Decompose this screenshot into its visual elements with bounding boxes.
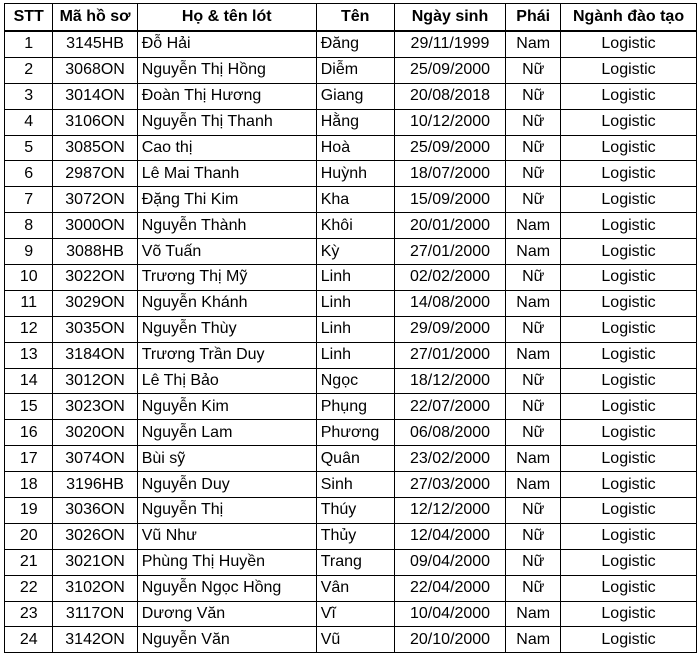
- cell-ngay-sinh: 22/04/2000: [394, 575, 506, 601]
- cell-stt: 18: [5, 472, 53, 498]
- cell-nganh-dao-tao: Logistic: [561, 187, 697, 213]
- cell-nganh-dao-tao: Logistic: [561, 31, 697, 57]
- cell-ten: Thủy: [316, 523, 394, 549]
- table-row: [5, 549, 697, 575]
- table-row: [5, 265, 697, 291]
- header-row: [5, 4, 697, 32]
- cell-ngay-sinh: 23/02/2000: [394, 446, 506, 472]
- table-row: [5, 161, 697, 187]
- cell-ten: Khôi: [316, 213, 394, 239]
- cell-phai: Nam: [506, 472, 561, 498]
- cell-ma-ho-so: 3029ON: [53, 290, 137, 316]
- cell-ngay-sinh: 02/02/2000: [394, 265, 506, 291]
- cell-ma-ho-so: 3068ON: [53, 57, 137, 83]
- cell-stt: 4: [5, 109, 53, 135]
- cell-ho-ten-lot: Cao thị: [137, 135, 316, 161]
- cell-nganh-dao-tao: Logistic: [561, 627, 697, 653]
- cell-ma-ho-so: 3014ON: [53, 83, 137, 109]
- cell-phai: Nữ: [506, 135, 561, 161]
- cell-ngay-sinh: 27/01/2000: [394, 239, 506, 265]
- cell-ngay-sinh: 29/11/1999: [394, 31, 506, 57]
- cell-ho-ten-lot: Nguyễn Duy: [137, 472, 316, 498]
- header-ten: Tên: [316, 4, 394, 32]
- cell-phai: Nữ: [506, 316, 561, 342]
- cell-stt: 11: [5, 290, 53, 316]
- cell-phai: Nam: [506, 290, 561, 316]
- cell-ma-ho-so: 3022ON: [53, 265, 137, 291]
- cell-phai: Nam: [506, 213, 561, 239]
- cell-ma-ho-so: 3035ON: [53, 316, 137, 342]
- cell-phai: Nữ: [506, 523, 561, 549]
- cell-phai: Nam: [506, 627, 561, 653]
- table-row: [5, 83, 697, 109]
- cell-ten: Trang: [316, 549, 394, 575]
- cell-nganh-dao-tao: Logistic: [561, 420, 697, 446]
- cell-ten: Kha: [316, 187, 394, 213]
- cell-ho-ten-lot: Trương Trần Duy: [137, 342, 316, 368]
- cell-stt: 13: [5, 342, 53, 368]
- cell-ma-ho-so: 3036ON: [53, 498, 137, 524]
- table-header: [5, 4, 697, 32]
- cell-ten: Linh: [316, 265, 394, 291]
- cell-stt: 21: [5, 549, 53, 575]
- cell-stt: 2: [5, 57, 53, 83]
- cell-nganh-dao-tao: Logistic: [561, 213, 697, 239]
- cell-phai: Nữ: [506, 57, 561, 83]
- cell-ngay-sinh: 18/07/2000: [394, 161, 506, 187]
- cell-ten: Phương: [316, 420, 394, 446]
- cell-ho-ten-lot: Vũ Như: [137, 523, 316, 549]
- cell-ngay-sinh: 12/12/2000: [394, 498, 506, 524]
- cell-ho-ten-lot: Bùi sỹ: [137, 446, 316, 472]
- cell-ngay-sinh: 18/12/2000: [394, 368, 506, 394]
- cell-ngay-sinh: 29/09/2000: [394, 316, 506, 342]
- cell-stt: 6: [5, 161, 53, 187]
- cell-nganh-dao-tao: Logistic: [561, 601, 697, 627]
- header-ma-ho-so: Mã hồ sơ: [53, 4, 137, 32]
- cell-nganh-dao-tao: Logistic: [561, 316, 697, 342]
- cell-ho-ten-lot: Nguyễn Thùy: [137, 316, 316, 342]
- cell-ten: Vĩ: [316, 601, 394, 627]
- header-nganh-dao-tao: Ngành đào tạo: [561, 4, 697, 32]
- cell-phai: Nữ: [506, 575, 561, 601]
- cell-phai: Nữ: [506, 83, 561, 109]
- cell-nganh-dao-tao: Logistic: [561, 394, 697, 420]
- cell-ho-ten-lot: Nguyễn Kim: [137, 394, 316, 420]
- cell-ho-ten-lot: Dương Văn: [137, 601, 316, 627]
- cell-stt: 14: [5, 368, 53, 394]
- cell-ten: Quân: [316, 446, 394, 472]
- cell-phai: Nữ: [506, 265, 561, 291]
- cell-ngay-sinh: 25/09/2000: [394, 57, 506, 83]
- table-row: [5, 316, 697, 342]
- cell-ma-ho-so: 3184ON: [53, 342, 137, 368]
- cell-ma-ho-so: 3000ON: [53, 213, 137, 239]
- cell-stt: 3: [5, 83, 53, 109]
- table-row: [5, 420, 697, 446]
- cell-ngay-sinh: 25/09/2000: [394, 135, 506, 161]
- cell-nganh-dao-tao: Logistic: [561, 498, 697, 524]
- cell-ten: Đăng: [316, 31, 394, 57]
- cell-ma-ho-so: 3074ON: [53, 446, 137, 472]
- cell-ten: Diễm: [316, 57, 394, 83]
- table-row: [5, 498, 697, 524]
- header-phai: Phái: [506, 4, 561, 32]
- cell-ngay-sinh: 15/09/2000: [394, 187, 506, 213]
- table-row: [5, 135, 697, 161]
- cell-phai: Nữ: [506, 394, 561, 420]
- cell-ten: Linh: [316, 290, 394, 316]
- table-row: [5, 472, 697, 498]
- cell-stt: 22: [5, 575, 53, 601]
- cell-ngay-sinh: 27/01/2000: [394, 342, 506, 368]
- cell-ho-ten-lot: Lê Thị Bảo: [137, 368, 316, 394]
- cell-nganh-dao-tao: Logistic: [561, 109, 697, 135]
- cell-ma-ho-so: 3023ON: [53, 394, 137, 420]
- cell-stt: 17: [5, 446, 53, 472]
- cell-ho-ten-lot: Trương Thị Mỹ: [137, 265, 316, 291]
- cell-ten: Linh: [316, 342, 394, 368]
- cell-ho-ten-lot: Lê Mai Thanh: [137, 161, 316, 187]
- cell-ma-ho-so: 3145HB: [53, 31, 137, 57]
- cell-nganh-dao-tao: Logistic: [561, 161, 697, 187]
- cell-ten: Vũ: [316, 627, 394, 653]
- cell-ngay-sinh: 10/12/2000: [394, 109, 506, 135]
- cell-ho-ten-lot: Nguyễn Ngọc Hồng: [137, 575, 316, 601]
- cell-nganh-dao-tao: Logistic: [561, 342, 697, 368]
- cell-ngay-sinh: 12/04/2000: [394, 523, 506, 549]
- cell-nganh-dao-tao: Logistic: [561, 83, 697, 109]
- cell-stt: 7: [5, 187, 53, 213]
- cell-ho-ten-lot: Nguyễn Khánh: [137, 290, 316, 316]
- cell-ngay-sinh: 06/08/2000: [394, 420, 506, 446]
- cell-ngay-sinh: 09/04/2000: [394, 549, 506, 575]
- cell-ma-ho-so: 3020ON: [53, 420, 137, 446]
- cell-ho-ten-lot: Nguyễn Thị Hồng: [137, 57, 316, 83]
- cell-ma-ho-so: 3085ON: [53, 135, 137, 161]
- cell-nganh-dao-tao: Logistic: [561, 575, 697, 601]
- cell-phai: Nam: [506, 31, 561, 57]
- cell-ten: Kỳ: [316, 239, 394, 265]
- table-row: [5, 394, 697, 420]
- cell-phai: Nam: [506, 446, 561, 472]
- cell-ten: Sinh: [316, 472, 394, 498]
- header-ngay-sinh: Ngày sinh: [394, 4, 506, 32]
- cell-phai: Nam: [506, 601, 561, 627]
- cell-ho-ten-lot: Nguyễn Thị Thanh: [137, 109, 316, 135]
- cell-nganh-dao-tao: Logistic: [561, 239, 697, 265]
- cell-phai: Nữ: [506, 161, 561, 187]
- header-stt: STT: [5, 4, 53, 32]
- cell-ten: Vân: [316, 575, 394, 601]
- cell-ma-ho-so: 3142ON: [53, 627, 137, 653]
- cell-nganh-dao-tao: Logistic: [561, 446, 697, 472]
- cell-nganh-dao-tao: Logistic: [561, 368, 697, 394]
- cell-phai: Nữ: [506, 368, 561, 394]
- cell-phai: Nữ: [506, 420, 561, 446]
- cell-ngay-sinh: 14/08/2000: [394, 290, 506, 316]
- cell-ho-ten-lot: Nguyễn Thị: [137, 498, 316, 524]
- cell-ho-ten-lot: Võ Tuấn: [137, 239, 316, 265]
- table-row: [5, 57, 697, 83]
- cell-nganh-dao-tao: Logistic: [561, 57, 697, 83]
- cell-ma-ho-so: 3012ON: [53, 368, 137, 394]
- table-body: [5, 31, 697, 653]
- table-row: [5, 575, 697, 601]
- cell-ten: Linh: [316, 316, 394, 342]
- cell-ho-ten-lot: Nguyễn Văn: [137, 627, 316, 653]
- cell-ngay-sinh: 10/04/2000: [394, 601, 506, 627]
- cell-ma-ho-so: 3021ON: [53, 549, 137, 575]
- cell-ho-ten-lot: Phùng Thị Huyền: [137, 549, 316, 575]
- cell-stt: 24: [5, 627, 53, 653]
- student-table: [4, 3, 697, 653]
- cell-stt: 1: [5, 31, 53, 57]
- cell-ma-ho-so: 3072ON: [53, 187, 137, 213]
- cell-ma-ho-so: 3106ON: [53, 109, 137, 135]
- cell-nganh-dao-tao: Logistic: [561, 265, 697, 291]
- cell-ten: Hoà: [316, 135, 394, 161]
- cell-ma-ho-so: 3117ON: [53, 601, 137, 627]
- cell-stt: 23: [5, 601, 53, 627]
- table-row: [5, 187, 697, 213]
- table-row: [5, 290, 697, 316]
- cell-nganh-dao-tao: Logistic: [561, 523, 697, 549]
- cell-stt: 16: [5, 420, 53, 446]
- cell-phai: Nữ: [506, 498, 561, 524]
- cell-nganh-dao-tao: Logistic: [561, 290, 697, 316]
- table-row: [5, 523, 697, 549]
- cell-phai: Nữ: [506, 109, 561, 135]
- cell-ho-ten-lot: Đoàn Thị Hương: [137, 83, 316, 109]
- table-row: [5, 342, 697, 368]
- cell-ma-ho-so: 2987ON: [53, 161, 137, 187]
- cell-ma-ho-so: 3088HB: [53, 239, 137, 265]
- cell-ten: Huỳnh: [316, 161, 394, 187]
- table-row: [5, 446, 697, 472]
- cell-ten: Giang: [316, 83, 394, 109]
- cell-ngay-sinh: 20/01/2000: [394, 213, 506, 239]
- table-row: [5, 368, 697, 394]
- cell-ma-ho-so: 3102ON: [53, 575, 137, 601]
- cell-ho-ten-lot: Nguyễn Thành: [137, 213, 316, 239]
- cell-ho-ten-lot: Nguyễn Lam: [137, 420, 316, 446]
- table-row: [5, 239, 697, 265]
- table-row: [5, 627, 697, 653]
- cell-ho-ten-lot: Đỗ Hải: [137, 31, 316, 57]
- cell-stt: 10: [5, 265, 53, 291]
- table-row: [5, 601, 697, 627]
- cell-ngay-sinh: 20/08/2018: [394, 83, 506, 109]
- cell-nganh-dao-tao: Logistic: [561, 135, 697, 161]
- cell-phai: Nữ: [506, 549, 561, 575]
- cell-stt: 8: [5, 213, 53, 239]
- cell-ten: Phụng: [316, 394, 394, 420]
- table-row: [5, 213, 697, 239]
- cell-phai: Nam: [506, 239, 561, 265]
- cell-stt: 15: [5, 394, 53, 420]
- cell-nganh-dao-tao: Logistic: [561, 549, 697, 575]
- cell-ngay-sinh: 27/03/2000: [394, 472, 506, 498]
- cell-stt: 19: [5, 498, 53, 524]
- cell-ngay-sinh: 22/07/2000: [394, 394, 506, 420]
- cell-ma-ho-so: 3026ON: [53, 523, 137, 549]
- cell-stt: 9: [5, 239, 53, 265]
- cell-ten: Hằng: [316, 109, 394, 135]
- table-row: [5, 109, 697, 135]
- cell-ten: Thúy: [316, 498, 394, 524]
- header-ho-ten-lot: Họ & tên lót: [137, 4, 316, 32]
- cell-stt: 12: [5, 316, 53, 342]
- cell-ho-ten-lot: Đặng Thi Kim: [137, 187, 316, 213]
- cell-phai: Nữ: [506, 187, 561, 213]
- cell-ma-ho-so: 3196HB: [53, 472, 137, 498]
- cell-nganh-dao-tao: Logistic: [561, 472, 697, 498]
- cell-stt: 5: [5, 135, 53, 161]
- cell-stt: 20: [5, 523, 53, 549]
- table-row: [5, 31, 697, 57]
- cell-ngay-sinh: 20/10/2000: [394, 627, 506, 653]
- cell-ten: Ngọc: [316, 368, 394, 394]
- cell-phai: Nam: [506, 342, 561, 368]
